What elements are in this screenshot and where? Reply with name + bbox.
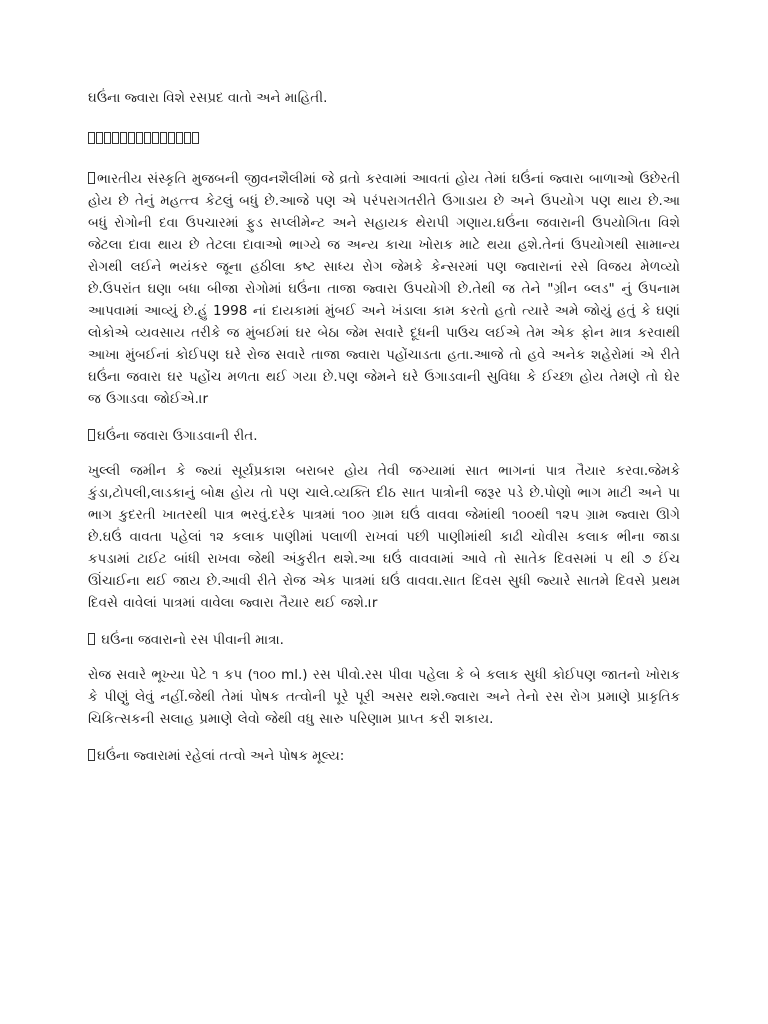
missing-glyph-icon [88, 172, 95, 184]
intro-paragraph [88, 168, 680, 410]
missing-glyph-icon [160, 132, 167, 144]
missing-glyph-icon [128, 132, 135, 144]
section-heading-nutrients-text: ઘઉંના જ્વારામાં રહેલાં તત્વો અને પોષક મૂલ્ય: [97, 748, 345, 764]
missing-glyph-icon [184, 132, 191, 144]
missing-glyph-icon [136, 132, 143, 144]
missing-glyph-icon [168, 132, 175, 144]
missing-glyph-icon [144, 132, 151, 144]
section-heading-growing [88, 426, 680, 446]
missing-glyph-icon [96, 132, 103, 144]
growing-paragraph: ખુલ્લી જમીન કે જ્યાં સૂર્યપ્રકાશ બરાબર હોય તેવી જગ્યામાં સાત ભાગનાં પાત્ર તૈયાર કરવા.જેમકે કુંડા,ટોપલી,લાડકાનું બોક્ષ હોય તો પણ ચાલે.વ્યક્તિ દીઠ સાત પાત્રોની જરૂર પડે છે.પોણો ભાગ માટી અને પા ભાગ કુદરતી ખાતરથી પાત્ર ભરવું.દરેક પાત્રમાં ૧૦૦ ગ્રામ ઘઉં વાવવા જેમાંથી ૧૦૦થી ૧૨૫ ગ્રામ જ્વારા ઊગે છે.ઘઉં વાવતા પહેલાં ૧૨ કલાક પાણીમાં પલાળી રાખવાં પછી પાણીમાંથી કાઢી ચોવીસ કલાક ભીના જાડા કપડામાં ટાઈટ બાંધી રાખવા જેથી અંકુરીત થશે.આ ઘઉં વાવવામાં આવે તો સાતેક દિવસમાં ૫ થી ૭ ઈંચ ઊંચાઈના થઈ જાય છે.આવી રીતે રોજ એક પાત્રમાં ઘઉં વાવવા.સાત દિવસ સુધી જ્યારે સાતમે દિવસે પ્રથમ દિવસે વાવેલાં પાત્રમાં વાવેલા જ્વારા તૈયાર થઈ જશે.।r [88, 463, 680, 611]
missing-glyph-row [88, 130, 680, 148]
missing-glyph-icon [112, 132, 119, 144]
missing-glyph-icon [152, 132, 159, 144]
missing-glyph-icon [88, 749, 95, 761]
section-heading-growing-text: ઘઉંના જવારા ઉગાડવાની રીત. [97, 428, 258, 444]
section-heading-dosage [88, 630, 680, 650]
missing-glyph-icon [88, 429, 95, 441]
dosage-paragraph: રોજ સવારે ભૂખ્યા પેટે ૧ કપ (૧૦૦ ml.) રસ પીવો.રસ પીવા પહેલા કે બે કલાક સુધી કોઈપણ જાતનો ખોરાક કે પીણું લેવું નહીં.જેથી તેમાં પોષક તત્વોની પૂરે પૂરી અસર થશે.જ્વારા અને તેનો રસ રોગ પ્રમાણે પ્રાકૃતિક ચિકિત્સકની સલાહ પ્રમાણે લેવો જેથી વધુ સારુ પરિણામ પ્રાપ્ત કરી શકાય. [88, 667, 680, 727]
missing-glyph-icon [192, 132, 199, 144]
missing-glyph-icon [88, 633, 95, 645]
section-heading-dosage-text: ઘઉંના જવારાનો રસ પીવાની માત્રા. [97, 632, 284, 648]
missing-glyph-icon [88, 132, 95, 144]
missing-glyph-icon [176, 132, 183, 144]
intro-paragraph-text: ભારતીય સંસ્કૃતિ મુજબની જીવનશૈલીમાં જે વ્રતો કરવામાં આવતાં હોય તેમાં ઘઉંનાં જ્વારા બાળાઓ ઉછેરતી હોય છે તેનું મહત્ત્વ કેટલું બધું છે.આજે પણ એ પરંપરાગતરીતે ઉગાડાય છે અને ઉપયોગ પણ થાય છે.આ બધું રોગોની દવા ઉપચારમાં ફુડ સપ્લીમેન્ટ અને સહાયક થેરાપી ગણાય.ઘઉંના જવારાની ઉપયોગિતા વિશે જેટલા દાવા થાય છે તેટલા દાવાઓ ભાગ્યે જ અન્ય કાચા ખોરાક માટે થયા હશે.તેનાં ઉપયોગથી સામાન્ય રોગથી લઈને ભયંકર જૂના હઠીલા કષ્ટ સાધ્ય રોગ જેમકે કેન્સરમાં પણ જ્વારાનાં રસે વિજય મેળવ્યો છે.ઉપરાંત ઘણા બધા બીજા રોગોમાં ઘઉંના તાજા જ્વારા ઉપયોગી છે.તેથી જ તેને "ગ્રીન બ્લડ" નું ઉપનામ આપવામાં આવ્યું છે.હું 1998 નાં દાયકામાં મુંબઈ અને ખંડાલા કામ કરતો હતો ત્યારે અમે જોયું હતું કે ઘણાં લોકોએ વ્યવસાય તરીકે જ મુંબઈમાં ઘર બેઠા જેમ સવારે દૂધની પાઉચ લઈએ તેમ એક ફોન માત્ર કરવાથી આખા મુંબઈનાં કોઈપણ ઘરે રોજ સવારે તાજા જ્વારા પહોંચાડતા હતા.આજે તો હવે અનેક શહેરોમાં એ રીતે ઘઉંના જવારા ઘર પહોંચ મળતા થઈ ગયા છે.પણ જેમને ઘરે ઉગાડવાની સુવિધા કે ઈચ્છા હોય તેમણે તો ઘેર જ ઉગાડવા જોઈએ.।r [88, 171, 680, 407]
document-title: ઘઉંના જ્વારા વિશે રસપ્રદ વાતો અને માહિતી. [88, 90, 328, 106]
section-heading-nutrients [88, 746, 680, 766]
missing-glyph-icon [120, 132, 127, 144]
missing-glyph-icon [104, 132, 111, 144]
